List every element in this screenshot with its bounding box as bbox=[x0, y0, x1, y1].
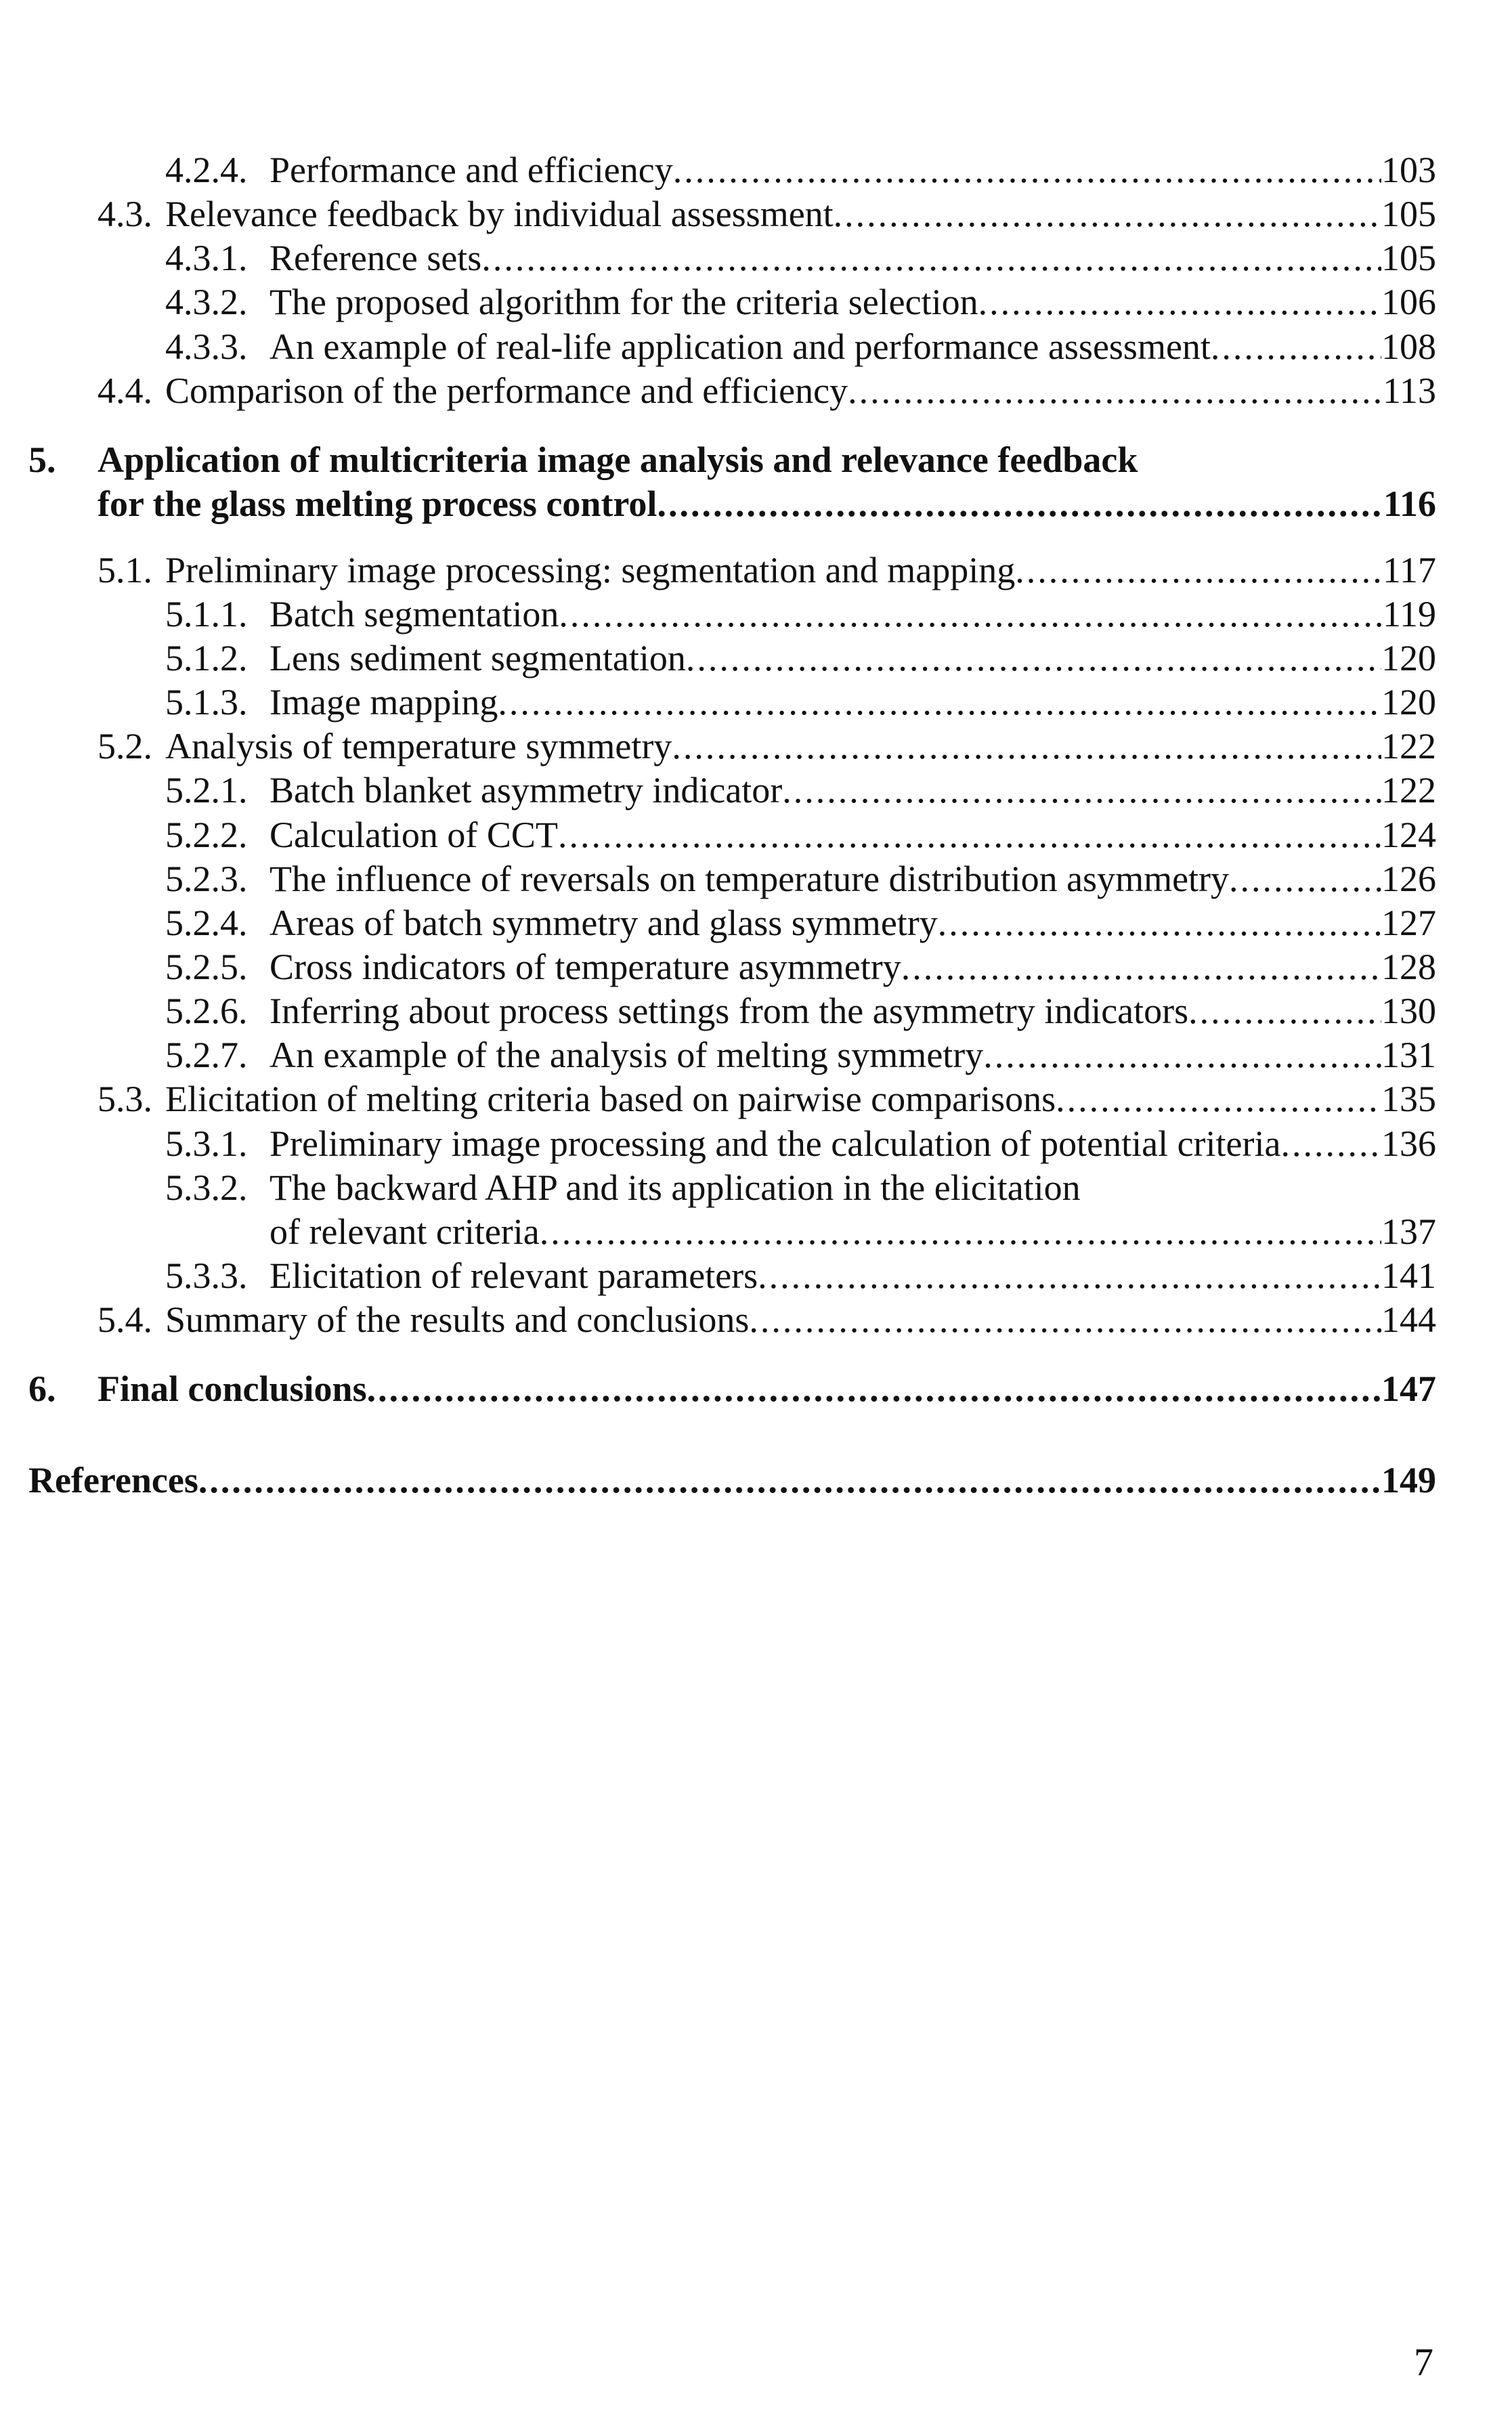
toc-entry-page: 105 bbox=[1381, 194, 1436, 234]
toc-entry-number: 5.1.2. bbox=[165, 638, 248, 678]
toc-entry-number: 5.2.4. bbox=[165, 903, 248, 943]
dot-leader bbox=[559, 592, 1383, 636]
toc-entry bbox=[0, 636, 1436, 680]
toc-entry-number: 5.1.3. bbox=[165, 682, 248, 722]
dot-leader bbox=[498, 680, 1381, 725]
toc-entry-page: 103 bbox=[1381, 150, 1436, 190]
dot-leader bbox=[1188, 989, 1381, 1033]
toc-entry-title: Elicitation of melting criteria based on pairwise comparisons bbox=[165, 1079, 1056, 1119]
toc-entry-number: 4.3.3. bbox=[165, 326, 248, 367]
toc-entry-page: 116 bbox=[1383, 483, 1436, 524]
dot-leader bbox=[657, 481, 1383, 526]
toc-entry-page: 127 bbox=[1381, 903, 1436, 943]
dot-leader bbox=[978, 280, 1381, 324]
toc-entry bbox=[0, 1121, 1436, 1166]
toc-entry-title: Reference sets bbox=[269, 238, 482, 278]
toc-entry-number: 4.2.4. bbox=[165, 150, 248, 190]
dot-leader bbox=[1211, 324, 1381, 369]
toc-entry-page: 120 bbox=[1381, 638, 1436, 678]
dot-leader bbox=[782, 768, 1381, 813]
toc-entry bbox=[0, 1458, 1436, 1503]
toc-entry-title: An example of real-life application and performance assessment bbox=[269, 326, 1211, 367]
dot-leader bbox=[198, 1458, 1381, 1503]
dot-leader bbox=[901, 945, 1381, 989]
toc-entry bbox=[0, 368, 1436, 413]
toc-entry-title: An example of the analysis of melting symmetry bbox=[269, 1035, 984, 1075]
toc-entry-title: The proposed algorithm for the criteria selection bbox=[269, 282, 978, 322]
toc-entry-title: Preliminary image processing and the calculation of potential criteria bbox=[269, 1123, 1281, 1164]
toc-entry-title: Application of multicriteria image analysis and relevance feedback bbox=[98, 439, 1138, 480]
toc-entry-number: 4.4. bbox=[98, 370, 152, 411]
toc-entry bbox=[0, 945, 1436, 989]
dot-leader bbox=[481, 236, 1381, 280]
dot-leader bbox=[1015, 548, 1383, 592]
toc-entry-number: 4.3.2. bbox=[165, 282, 248, 322]
toc-entry bbox=[0, 680, 1436, 725]
dot-leader bbox=[1229, 857, 1381, 901]
toc-entry-number: 5.4. bbox=[98, 1299, 152, 1340]
dot-leader bbox=[758, 1253, 1381, 1298]
toc-entry bbox=[0, 1297, 1436, 1342]
toc-entry-title: of relevant criteria bbox=[269, 1211, 540, 1252]
dot-leader bbox=[983, 1033, 1381, 1077]
toc-entry-number: 6. bbox=[28, 1368, 56, 1409]
dot-leader bbox=[834, 192, 1381, 236]
dot-leader bbox=[673, 148, 1381, 192]
toc-entry-number: 5.2.5. bbox=[165, 947, 248, 987]
toc-entry bbox=[0, 236, 1436, 280]
toc-entry-title: Image mapping bbox=[269, 682, 498, 722]
toc-entry bbox=[0, 768, 1436, 813]
toc-entry-page: 113 bbox=[1383, 370, 1436, 411]
toc-entry bbox=[0, 437, 1436, 482]
dot-leader bbox=[848, 368, 1383, 413]
toc-entry bbox=[0, 1253, 1436, 1298]
toc-entry-page: 117 bbox=[1383, 550, 1436, 590]
toc-entry-number: 5.1. bbox=[98, 550, 152, 590]
toc-entry-page: 130 bbox=[1381, 991, 1436, 1031]
toc-entry-page: 135 bbox=[1381, 1079, 1436, 1119]
toc-entry bbox=[0, 857, 1436, 901]
toc-entry-page: 131 bbox=[1381, 1035, 1436, 1075]
toc-entry-number: 5.1.1. bbox=[165, 594, 248, 634]
toc-entry-title: Inferring about process settings from the asymmetry indicators bbox=[269, 991, 1189, 1031]
dot-leader bbox=[686, 636, 1381, 680]
toc-entry-page: 144 bbox=[1381, 1299, 1436, 1340]
toc-entry-number: 5.2.1. bbox=[165, 770, 248, 811]
dot-leader bbox=[749, 1297, 1381, 1342]
toc-entry-title: Batch blanket asymmetry indicator bbox=[269, 770, 783, 811]
toc-entry-number: 4.3. bbox=[98, 194, 152, 234]
toc-entry-title: The backward AHP and its application in the elicitation bbox=[269, 1167, 1081, 1208]
toc-entry-title: Calculation of CCT bbox=[269, 815, 558, 855]
toc-entry-title: Relevance feedback by individual assessment bbox=[165, 194, 834, 234]
dot-leader bbox=[672, 724, 1381, 769]
toc-entry-title: Batch segmentation bbox=[269, 594, 559, 634]
toc-entry-page: 122 bbox=[1381, 726, 1436, 766]
toc-entry-page: 147 bbox=[1381, 1368, 1436, 1409]
toc-entry-title: Comparison of the performance and efficiency bbox=[165, 370, 848, 411]
toc-entry bbox=[0, 324, 1436, 369]
toc-entry bbox=[0, 724, 1436, 769]
toc-entry-title: Elicitation of relevant parameters bbox=[269, 1255, 758, 1296]
toc-entry bbox=[0, 1033, 1436, 1077]
toc-entry-title: Cross indicators of temperature asymmetry bbox=[269, 947, 901, 987]
toc-entry-page: 122 bbox=[1381, 770, 1436, 811]
toc-entry-number: 5.2.7. bbox=[165, 1035, 248, 1075]
toc-entry bbox=[0, 192, 1436, 236]
toc-entry-page: 126 bbox=[1381, 859, 1436, 899]
toc-entry-number: 5. bbox=[28, 439, 56, 480]
toc-entry-title: References bbox=[28, 1460, 198, 1500]
dot-leader bbox=[558, 813, 1381, 857]
toc-entry-page: 137 bbox=[1381, 1211, 1436, 1252]
toc-entry bbox=[0, 813, 1436, 857]
toc-entry bbox=[0, 280, 1436, 324]
toc-entry-page: 128 bbox=[1381, 947, 1436, 987]
toc-entry-page: 105 bbox=[1381, 238, 1436, 278]
toc-entry-page: 149 bbox=[1381, 1460, 1436, 1500]
toc-entry-page: 141 bbox=[1381, 1255, 1436, 1296]
toc-entry-number: 5.3.2. bbox=[165, 1167, 248, 1208]
toc-entry-page: 108 bbox=[1381, 326, 1436, 367]
toc-entry bbox=[0, 592, 1436, 636]
dot-leader bbox=[540, 1209, 1381, 1254]
toc-entry-number: 5.2. bbox=[98, 726, 152, 766]
toc-entry-title: Analysis of temperature symmetry bbox=[165, 726, 672, 766]
toc-entry bbox=[0, 901, 1436, 945]
toc-entry bbox=[0, 989, 1436, 1033]
toc-entry-number: 5.2.6. bbox=[165, 991, 248, 1031]
toc-entry-title: Final conclusions bbox=[98, 1368, 367, 1409]
toc-entry-page: 124 bbox=[1381, 815, 1436, 855]
toc-entry-title: Performance and efficiency bbox=[269, 150, 673, 190]
toc-entry bbox=[0, 148, 1436, 192]
toc-entry bbox=[0, 481, 1436, 526]
toc-entry-title: Preliminary image processing: segmentation and mapping bbox=[165, 550, 1016, 590]
toc-entry bbox=[0, 1165, 1436, 1210]
dot-leader bbox=[367, 1366, 1381, 1411]
toc-entry-number: 4.3.1. bbox=[165, 238, 248, 278]
toc-entry-number: 5.3. bbox=[98, 1079, 152, 1119]
toc-entry-page: 106 bbox=[1381, 282, 1436, 322]
dot-leader bbox=[1280, 1121, 1381, 1166]
toc-entry-number: 5.2.2. bbox=[165, 815, 248, 855]
toc-entry bbox=[0, 1366, 1436, 1411]
toc-entry-number: 5.3.1. bbox=[165, 1123, 248, 1164]
toc-entry-page: 136 bbox=[1381, 1123, 1436, 1164]
toc-entry-title: Areas of batch symmetry and glass symmetry bbox=[269, 903, 938, 943]
toc-entry-number: 5.3.3. bbox=[165, 1255, 248, 1296]
toc-entry bbox=[0, 548, 1436, 592]
toc-entry bbox=[0, 1209, 1436, 1254]
toc-entry-page: 120 bbox=[1381, 682, 1436, 722]
toc-entry-title: for the glass melting process control bbox=[98, 483, 657, 524]
toc-entry-title: Lens sediment segmentation bbox=[269, 638, 686, 678]
toc-entry-title: Summary of the results and conclusions bbox=[165, 1299, 750, 1340]
dot-leader bbox=[1056, 1077, 1381, 1121]
toc-entry-title: The influence of reversals on temperature distribution asymmetry bbox=[269, 859, 1230, 899]
page-number: 7 bbox=[1414, 2340, 1433, 2384]
toc-entry-number: 5.2.3. bbox=[165, 859, 248, 899]
toc-entry bbox=[0, 1077, 1436, 1121]
dot-leader bbox=[938, 901, 1381, 945]
toc-entry-page: 119 bbox=[1383, 594, 1436, 634]
